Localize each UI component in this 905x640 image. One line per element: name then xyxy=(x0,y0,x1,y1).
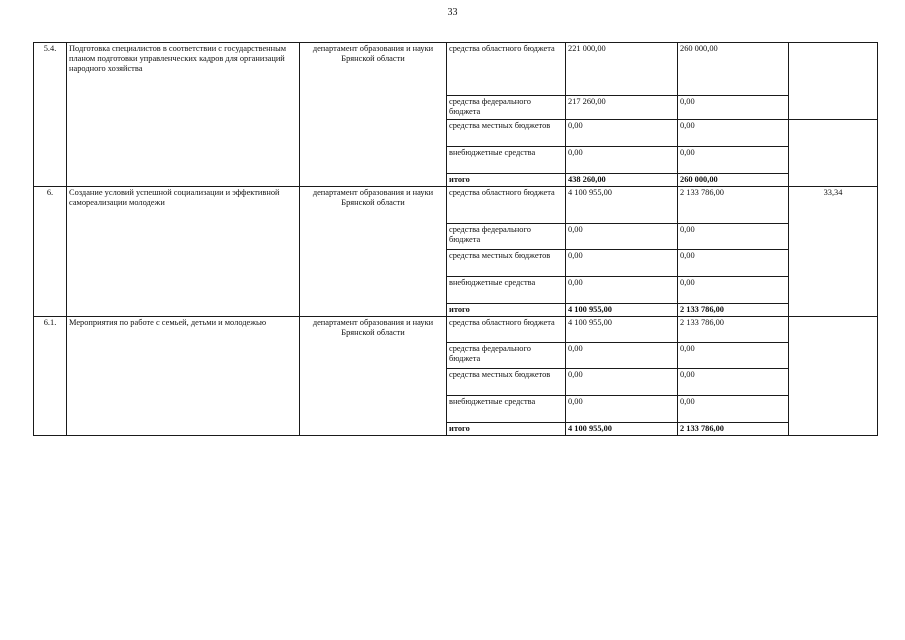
amount-2: 0,00 xyxy=(678,120,789,147)
amount-1: 0,00 xyxy=(566,147,678,174)
item-name: Создание условий успешной социализации и эффективной самореализации молодежи xyxy=(67,187,300,317)
percent-value xyxy=(789,317,878,436)
page-number: 33 xyxy=(447,7,458,18)
amount-2: 2 133 786,00 xyxy=(678,304,789,317)
item-name: Подготовка специалистов в соответствии с государственным планом подготовки управленческих кадров для организаций народного хозяйства xyxy=(67,43,300,187)
item-number: 6. xyxy=(34,187,67,317)
table-row xyxy=(34,43,878,96)
funding-source: средства областного бюджета xyxy=(447,43,566,96)
amount-1: 221 000,00 xyxy=(566,43,678,96)
amount-2: 0,00 xyxy=(678,369,789,396)
funding-source: средства местных бюджетов xyxy=(447,120,566,147)
amount-2: 0,00 xyxy=(678,250,789,277)
amount-1: 4 100 955,00 xyxy=(566,423,678,436)
amount-2: 0,00 xyxy=(678,147,789,174)
item-name: Мероприятия по работе с семьей, детьми и молодежью xyxy=(67,317,300,436)
item-number: 6.1. xyxy=(34,317,67,436)
funding-source: внебюджетные средства xyxy=(447,396,566,423)
amount-1: 438 260,00 xyxy=(566,174,678,187)
amount-1: 0,00 xyxy=(566,396,678,423)
amount-1: 0,00 xyxy=(566,120,678,147)
funding-source: средства областного бюджета xyxy=(447,187,566,224)
table-row xyxy=(34,317,878,343)
percent-value: 33,34 xyxy=(789,187,878,317)
amount-1: 4 100 955,00 xyxy=(566,187,678,224)
amount-1: 0,00 xyxy=(566,250,678,277)
funding-source: средства федерального бюджета xyxy=(447,224,566,250)
amount-2: 260 000,00 xyxy=(678,43,789,96)
amount-2: 2 133 786,00 xyxy=(678,317,789,343)
funding-source: средства областного бюджета xyxy=(447,317,566,343)
amount-1: 4 100 955,00 xyxy=(566,304,678,317)
funding-source: средства местных бюджетов xyxy=(447,250,566,277)
item-executor: департамент образования и науки Брянской области xyxy=(300,187,447,317)
percent-value xyxy=(789,43,878,120)
budget-table xyxy=(33,42,878,436)
amount-2: 0,00 xyxy=(678,277,789,304)
amount-2: 2 133 786,00 xyxy=(678,187,789,224)
funding-source: итого xyxy=(447,304,566,317)
percent-empty xyxy=(789,120,878,187)
funding-source: внебюджетные средства xyxy=(447,277,566,304)
item-number: 5.4. xyxy=(34,43,67,187)
funding-source: средства федерального бюджета xyxy=(447,343,566,369)
amount-1: 4 100 955,00 xyxy=(566,317,678,343)
item-executor: департамент образования и науки Брянской области xyxy=(300,43,447,187)
amount-2: 0,00 xyxy=(678,343,789,369)
funding-source: внебюджетные средства xyxy=(447,147,566,174)
amount-1: 0,00 xyxy=(566,224,678,250)
funding-source: средства местных бюджетов xyxy=(447,369,566,396)
amount-2: 260 000,00 xyxy=(678,174,789,187)
funding-source: итого xyxy=(447,423,566,436)
amount-1: 0,00 xyxy=(566,369,678,396)
amount-1: 0,00 xyxy=(566,277,678,304)
funding-source: средства федерального бюджета xyxy=(447,96,566,120)
amount-2: 2 133 786,00 xyxy=(678,423,789,436)
item-executor: департамент образования и науки Брянской области xyxy=(300,317,447,436)
amount-1: 217 260,00 xyxy=(566,96,678,120)
funding-source: итого xyxy=(447,174,566,187)
amount-2: 0,00 xyxy=(678,396,789,423)
amount-2: 0,00 xyxy=(678,224,789,250)
table-row xyxy=(34,187,878,224)
amount-1: 0,00 xyxy=(566,343,678,369)
amount-2: 0,00 xyxy=(678,96,789,120)
